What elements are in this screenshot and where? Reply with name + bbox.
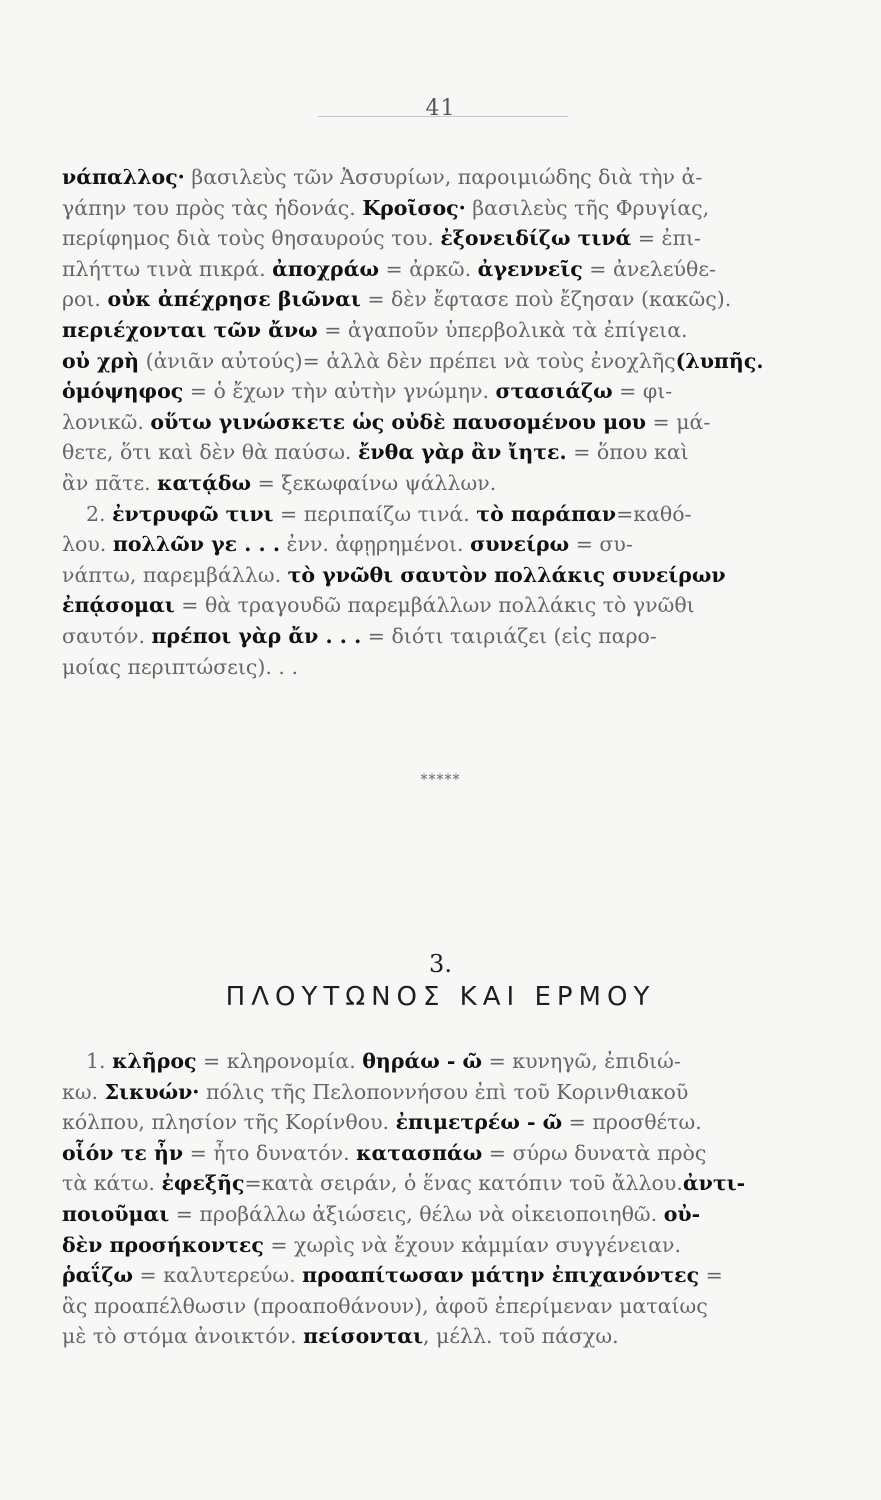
text-line: [62, 621, 834, 652]
definition-text: σαυτόν.: [62, 623, 152, 648]
definition-text: κω.: [62, 1079, 105, 1104]
section-title: ΠΛΟΥΤΩΝΟΣ ΚΑΙ ΕΡΜΟΥ: [225, 982, 656, 1012]
headword: προαπίτωσαν μάτην ἐπιχανόντες: [302, 1263, 700, 1288]
text-line: [62, 376, 834, 407]
definition-text: θετε, ὅτι καὶ δὲν θὰ παύσω.: [62, 440, 358, 465]
definition-text: , μέλλ. τοῦ πάσχω.: [422, 1324, 619, 1349]
text-line: [62, 560, 834, 591]
text-line: [62, 1199, 834, 1230]
text-line: [62, 652, 834, 683]
headword: πείσονται: [303, 1324, 423, 1349]
headword: περιέχονται τῶν ἄνω: [62, 317, 318, 342]
headword: πολλῶν γε . . .: [112, 532, 280, 557]
definition-text: = κληρονομία.: [196, 1049, 363, 1073]
text-line: [62, 1168, 834, 1199]
definition-text: = διότι ταιριάζει (εἰς παρο-: [361, 623, 657, 648]
definition-text: =καθό-: [616, 501, 692, 526]
text-line: [62, 1138, 834, 1169]
text-line: [62, 1260, 834, 1291]
definition-text: περίφημος διὰ τοὺς θησαυρούς του.: [62, 226, 441, 251]
section-number: 3.: [429, 950, 452, 978]
definition-text: ροι.: [62, 287, 108, 312]
definition-text: = φι-: [612, 379, 673, 404]
definition-text: βασιλεὺς τῶν Ἀσσυρίων, παροιμιώδης διὰ τὴν ἀ-: [184, 165, 703, 189]
definition-text: = δὲν ἔφτασε ποὺ ἔζησαν (κακῶς).: [360, 287, 732, 312]
headword: θηράω - ῶ: [362, 1049, 483, 1073]
definition-text: ἐνν. ἀφῃρημένοι.: [279, 532, 471, 557]
definition-text: = χωρὶς νὰ ἔχουν κἀμμίαν συγγένειαν.: [263, 1232, 681, 1257]
text-line: [62, 590, 834, 621]
definition-text: = ὅπου καὶ: [566, 440, 689, 465]
definition-text: 2.: [86, 501, 113, 526]
text-line: [62, 284, 834, 315]
headword: ποιοῦμαι: [62, 1201, 170, 1226]
headword: ἀγεννεῖς: [477, 256, 583, 281]
headword: οὐκ ἀπέχρησε βιῶναι: [107, 287, 361, 312]
headword: (λυπῆς.: [675, 348, 764, 373]
headword: συνείρω: [470, 532, 570, 557]
headword: ἀντι-: [682, 1171, 746, 1196]
headword: τὸ παράπαν: [476, 501, 617, 526]
page-number: 41: [0, 96, 881, 121]
headword: Κροῖσος·: [362, 195, 466, 220]
definition-text: =: [699, 1263, 723, 1288]
definition-text: νάπτω, παρεμβάλλω.: [62, 562, 288, 587]
headword: πρέποι γὰρ ἄν . . .: [151, 623, 362, 648]
definition-text: = καλυτερεύω.: [133, 1263, 303, 1288]
definition-text: = κυνηγῶ, ἐπιδιώ-: [482, 1049, 681, 1073]
definition-text: = ἦτο δυνατόν.: [183, 1140, 357, 1165]
headword: οἷόν τε ἦν: [62, 1140, 184, 1165]
definition-text: = ὁ ἔχων τὴν αὐτὴν γνώμην.: [183, 379, 496, 404]
definition-text: = περιπαίζω τινά.: [273, 501, 477, 526]
headword: οὕτω γινώσκετε ὡς οὐδὲ παυσομένου μου: [150, 409, 647, 434]
text-line: [62, 162, 834, 193]
definition-text: τὰ κάτω.: [62, 1171, 162, 1196]
definition-text: = συ-: [569, 532, 633, 557]
definition-text: (ἀνιᾶν αὐτούς)= ἀλλὰ δὲν πρέπει νὰ τοὺς ἐνοχλῆς: [139, 348, 676, 373]
headword: ἐπιμετρέω - ῶ: [395, 1110, 563, 1135]
text-line: [62, 315, 834, 346]
text-line: [62, 407, 834, 438]
headword: ἔνθα γὰρ ἂν ἴητε.: [357, 440, 567, 465]
text-line: [62, 254, 834, 285]
definition-text: = ἐπι-: [631, 226, 701, 251]
definition-text: = προβάλλω ἀξιώσεις, θέλω νὰ οἰκειοποιηθῶ.: [169, 1201, 664, 1226]
definition-text: κόλπου, πλησίον τῆς Κορίνθου.: [62, 1110, 396, 1135]
definition-text: = ξεκωφαίνω ψάλλων.: [251, 470, 497, 495]
definition-text: = προσθέτω.: [562, 1110, 702, 1135]
definition-text: = μά-: [646, 409, 711, 434]
definition-text: 1.: [86, 1049, 113, 1073]
definition-text: πόλις τῆς Πελοποννήσου ἐπὶ τοῦ Κορινθιακοῦ: [199, 1079, 689, 1104]
definition-text: = σύρω δυνατὰ πρὸς: [482, 1140, 707, 1165]
text-line: [62, 1291, 834, 1322]
definition-text: ἂν πᾶτε.: [62, 470, 158, 495]
definition-text: γάπην του πρὸς τὰς ἡδονάς.: [62, 195, 363, 220]
text-line: [62, 193, 834, 224]
text-line: [62, 1077, 834, 1108]
text-line: [62, 468, 834, 499]
definition-text: = ἀνελεύθε-: [582, 256, 716, 281]
glossary-section-3: [62, 1046, 834, 1352]
text-line: [62, 499, 834, 530]
headword: κατασπάω: [356, 1140, 483, 1165]
definition-text: = ἀγαποῦν ὑπερβολικὰ τὰ ἐπίγεια.: [317, 317, 688, 342]
text-line: [62, 1046, 834, 1077]
definition-text: μοίας περιπτώσεις). . .: [62, 654, 298, 679]
definition-text: = ἀρκῶ.: [379, 256, 478, 281]
definition-text: λου.: [62, 532, 113, 557]
headword: ἐξονειδίζω τινά: [440, 226, 632, 251]
section-separator: *****: [420, 772, 461, 788]
headword: κατᾴδω: [157, 470, 252, 495]
headword: κλῆρος: [112, 1049, 197, 1073]
headword: Σικυών·: [104, 1079, 200, 1104]
headword: ὁμόψηφος: [62, 379, 184, 404]
text-line: [62, 346, 834, 377]
text-line: [62, 437, 834, 468]
text-line: [62, 529, 834, 560]
headword: οὐ χρὴ: [62, 348, 140, 373]
definition-text: λονικῶ.: [62, 409, 151, 434]
definition-text: πλήττω τινὰ πικρά.: [62, 256, 273, 281]
headword: ἐπᾴσομαι: [62, 593, 175, 618]
definition-text: μὲ τὸ στόμα ἀνοικτόν.: [62, 1324, 304, 1349]
text-line: [62, 223, 834, 254]
headword: ἐφεξῆς: [161, 1171, 245, 1196]
text-line: [62, 1321, 834, 1352]
headword: τὸ γνῶθι σαυτὸν πολλάκις συνείρων: [287, 562, 726, 587]
text-line: [62, 1230, 834, 1261]
text-line: [62, 1107, 834, 1138]
headword: ἀποχράω: [272, 256, 379, 281]
headword: νάπαλλος·: [62, 165, 185, 189]
definition-text: = θὰ τραγουδῶ παρεμβάλλων πολλάκις τὸ γνῶθι: [174, 593, 695, 618]
headword: δὲν προσήκοντες: [62, 1232, 264, 1257]
headword: οὐ-: [663, 1201, 701, 1226]
definition-text: ἃς προαπέλθωσιν (προαποθάνουν), ἀφοῦ ἐπερίμεναν ματαίως: [62, 1293, 708, 1318]
glossary-section-2: [62, 162, 834, 682]
definition-text: βασιλεὺς τῆς Φρυγίας,: [465, 195, 710, 220]
definition-text: =κατὰ σειράν, ὁ ἕνας κατόπιν τοῦ ἄλλου.: [244, 1171, 683, 1196]
headword: στασιάζω: [495, 379, 613, 404]
headword: ῥαΐζω: [62, 1263, 133, 1288]
headword: ἐντρυφῶ τινι: [112, 501, 274, 526]
